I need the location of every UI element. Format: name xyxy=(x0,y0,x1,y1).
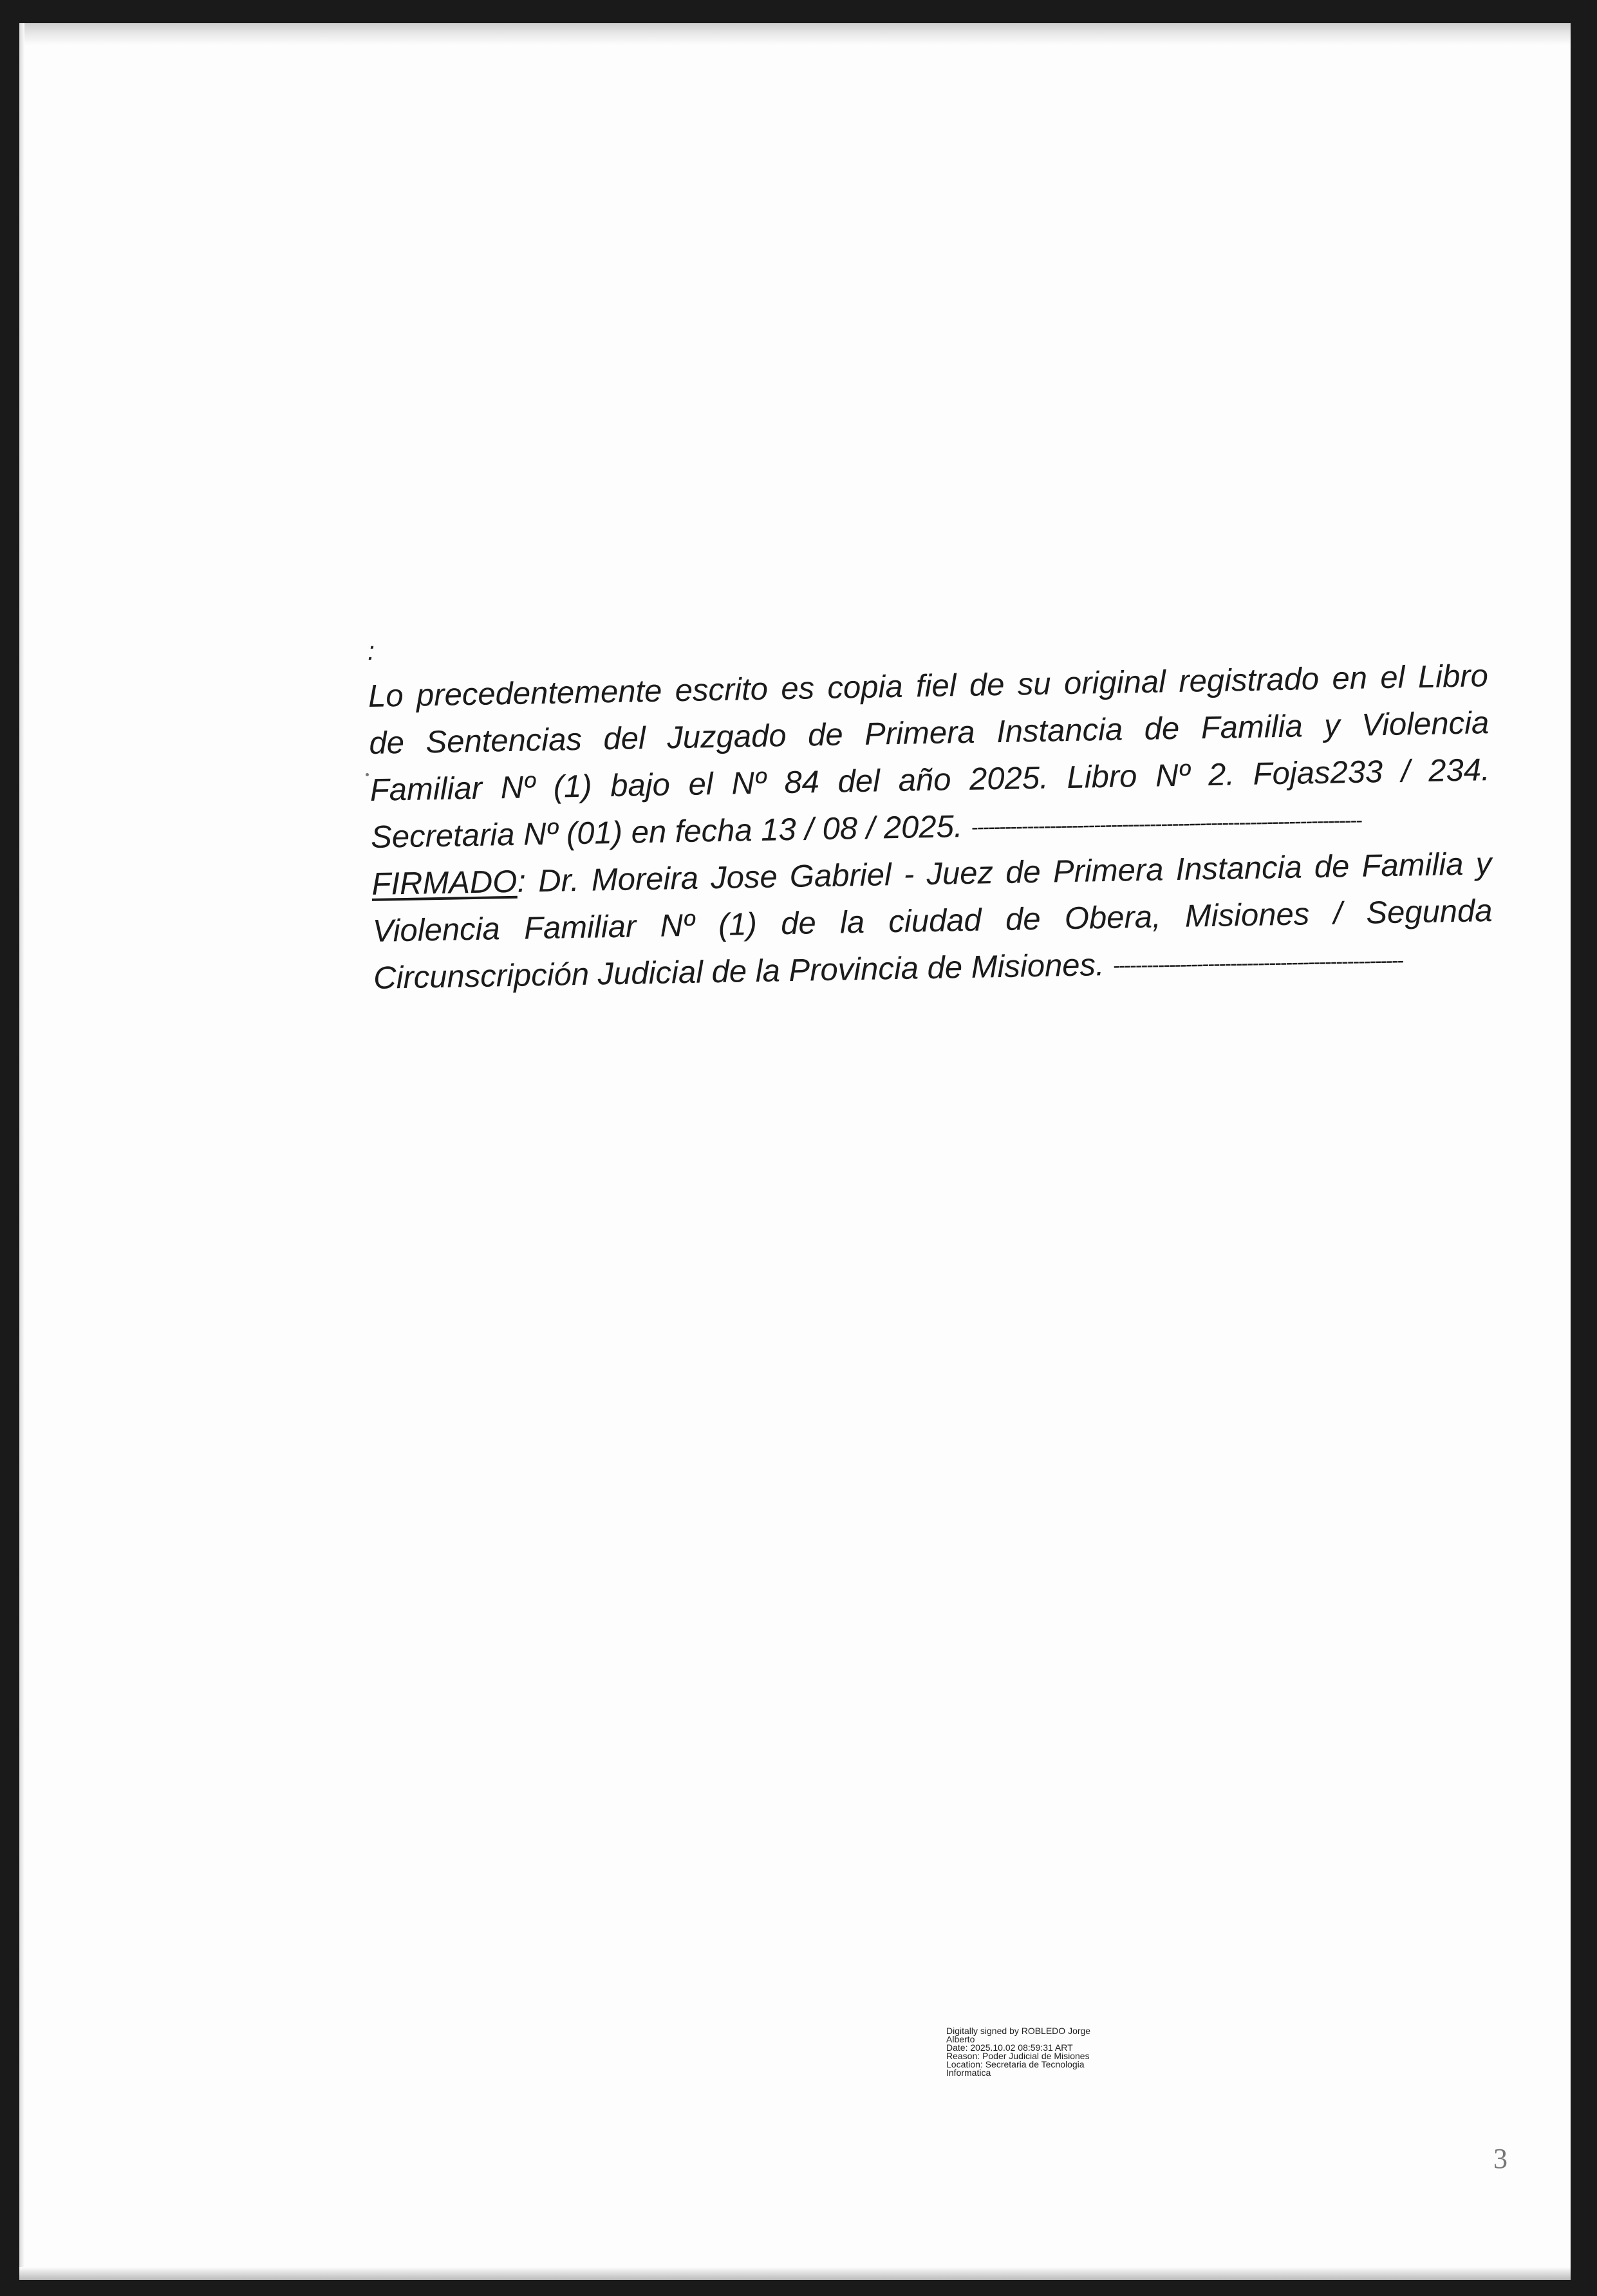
digital-signature-stamp xyxy=(946,2027,1152,2077)
stray-mark xyxy=(366,773,369,776)
document-page xyxy=(19,23,1571,2280)
dash-filler: ---------------------------------------------------------------------- xyxy=(971,808,1362,839)
signature-line: Date: 2025.10.02 08:59:31 ART xyxy=(946,2042,1073,2053)
firmado-label: FIRMADO xyxy=(371,864,518,902)
paragraph-line-6: Violencia Familiar Nº (1) de la ciudad de Obera, Misiones / Segunda xyxy=(372,893,1493,949)
certification-block xyxy=(367,601,1494,1002)
colon-mark: : xyxy=(367,637,375,666)
scan-top-shadow xyxy=(19,23,1571,45)
paragraph-line-3: Familiar Nº (1) bajo el Nº 84 del año 2025. Libro Nº 2. Fojas233 / 234. xyxy=(369,752,1491,808)
paragraph-line-4: Secretaria Nº (01) en fecha 13 / 08 / 2025. ---------------------------------------------------------------------- xyxy=(370,808,1362,855)
page-number: 3 xyxy=(1493,2143,1508,2174)
paragraph-line-7: Circunscripción Judicial de la Provincia de Misiones. ---------------------------------------------------- xyxy=(373,947,1403,996)
signature-line: Informatica xyxy=(946,2067,991,2078)
signature-line: Alberto xyxy=(946,2034,975,2044)
signature-line: Location: Secretaria de Tecnologia xyxy=(946,2059,1085,2069)
scan-left-shadow xyxy=(19,23,24,2280)
dash-filler: ---------------------------------------------------- xyxy=(1112,948,1403,977)
signature-line: Digitally signed by ROBLEDO Jorge xyxy=(946,2026,1091,2036)
paragraph-line-5: FIRMADO: Dr. Moreira Jose Gabriel - Juez de Primera Instancia de Familia y xyxy=(371,846,1492,902)
certification-paragraph xyxy=(367,601,1494,1002)
scan-bottom-shadow xyxy=(19,2267,1571,2280)
signature-line: Reason: Poder Judicial de Misiones xyxy=(946,2051,1090,2061)
paragraph-line-1: Lo precedentemente escrito es copia fiel de su original registrado en el Libro xyxy=(368,658,1489,714)
paragraph-line-2: de Sentencias del Juzgado de Primera Instancia de Familia y Violencia xyxy=(368,705,1490,761)
